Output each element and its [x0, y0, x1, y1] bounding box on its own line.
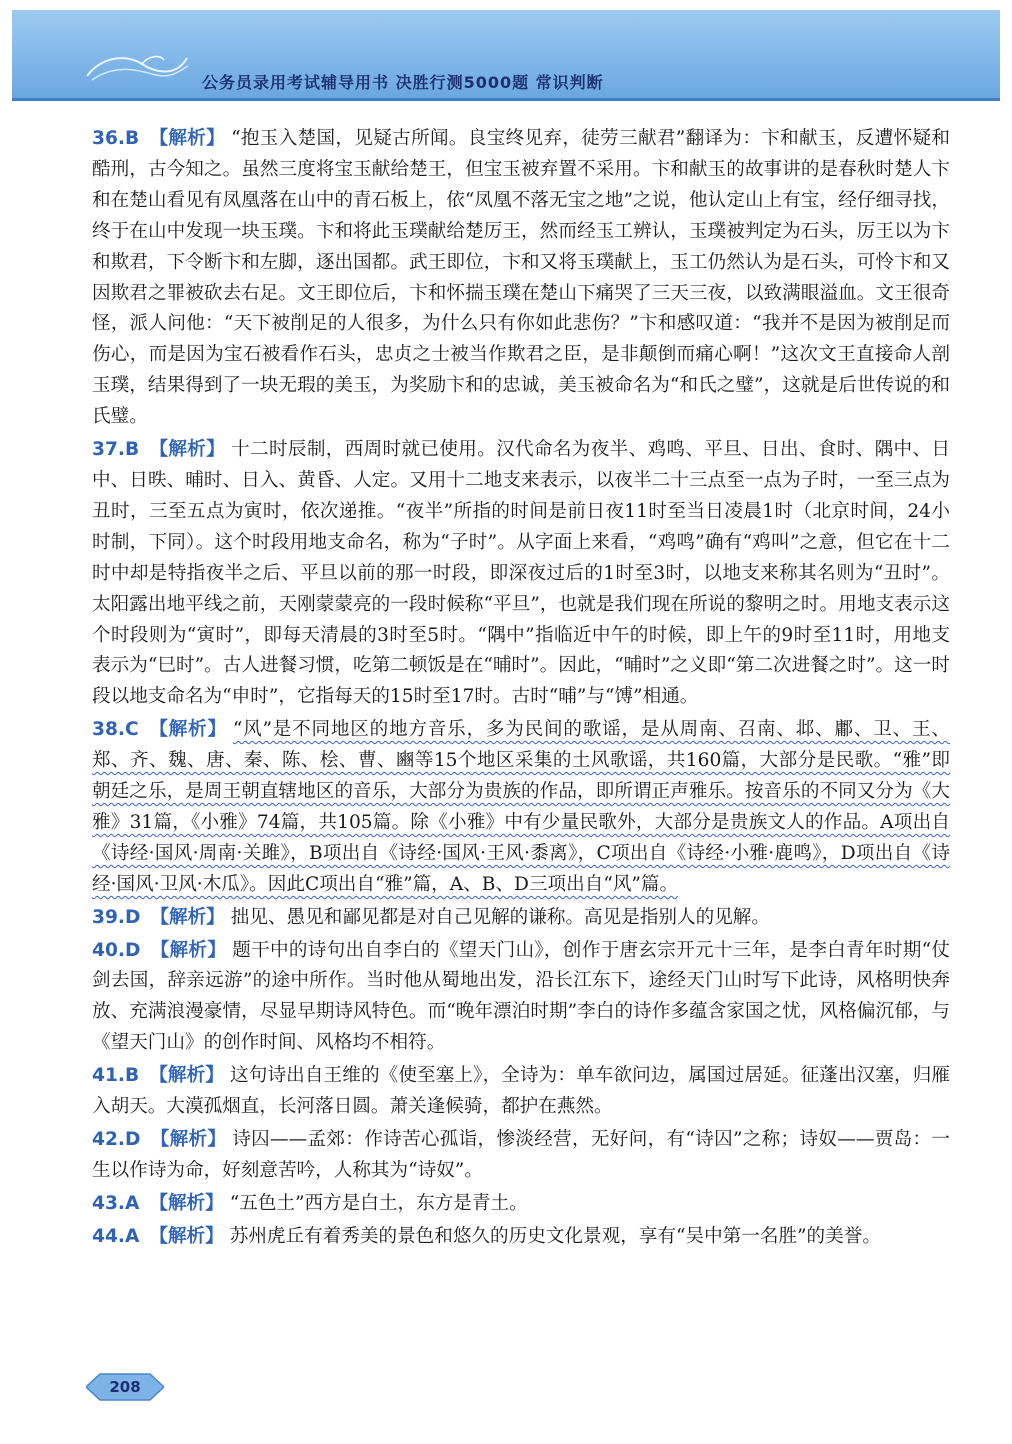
analysis-tag: 【解析】 [150, 1129, 227, 1150]
question-number: 39.D [92, 906, 141, 928]
explanation-text: 这句诗出自王维的《使至塞上》，全诗为：单车欲问边，属国过居延。征蓬出汉塞，归雁入胡天。大漠孤烟直，长河落日圆。萧关逢候骑，都护在燕然。 [92, 1065, 950, 1118]
analysis-tag: 【解析】 [149, 1065, 225, 1087]
explanation-text: 题干中的诗句出自李白的《望天门山》，创作于唐玄宗开元十三年，是李白青年时期“仗剑去国，辞亲远游”的途中所作。当时他从蜀地出发，沿长江东下，途经天门山时写下此诗，风格明快奔放、充满浪漫豪情，尽显早期诗风特色。而“晚年漂泊时期”李白的诗作多蕴含家国之忧，风格偏沉郁，与《望天门山》的创作时间、风格均不相符。 [92, 939, 950, 1054]
question-number: 43.A [92, 1192, 140, 1214]
question-number: 41.B [92, 1065, 140, 1087]
explanation-text: “五色土”西方是白土，东方是青土。 [229, 1192, 528, 1214]
analysis-tag: 【解析】 [150, 906, 225, 928]
entry-41 [92, 1061, 950, 1123]
header-banner [12, 10, 1000, 101]
entry-38 [92, 715, 950, 900]
explanation-text: 苏州虎丘有着秀美的景色和悠久的历史文化景观，享有“吴中第一名胜”的美誉。 [229, 1225, 881, 1247]
book-title: 公务员录用考试辅导用书 决胜行测5000题 常识判断 [202, 73, 604, 92]
page-number-badge [86, 1372, 164, 1402]
page-number: 208 [109, 1378, 141, 1396]
explanation-text: 诗囚——孟郊：作诗苦心孤诣，惨淡经营，无好问，有“诗囚”之称；诗奴——贾岛：一生以作诗为命，好刻意苦吟，人称其为“诗奴”。 [92, 1129, 950, 1181]
analysis-tag: 【解析】 [149, 1225, 224, 1247]
explanation-text: “抱玉入楚国，见疑古所闻。良宝终见弃，徒劳三献君”翻译为：卞和献玉，反遭怀疑和酷刑，古今知之。虽然三度将宝玉献给楚王，但宝玉被弃置不采用。卞和献玉的故事讲的是春秋时楚人卞和在楚山看见有凤凰落在山中的青石板上，依“凤凰不落无宝之地”之说，他认定山上有宝，经仔细寻找，终于在山中发现一块玉璞。卞和将此玉璞献给楚厉王，然而经玉工辨认，玉璞被判定为石头，厉王以为卞和欺君，下令断卞和左脚，逐出国都。武王即位，卞和又将玉璞献上，玉工仍然认为是石头，可怜卞和又因欺君之罪被砍去右足。文王即位后，卞和怀揣玉璞在楚山下痛哭了三天三夜，以致满眼溢血。文王很奇怪，派人问他：“天下被削足的人很多，为什么只有你如此悲伤？”卞和感叹道：“我并不是因为被削足而伤心，而是因为宝石被看作石头，忠贞之士被当作欺君之臣，是非颠倒而痛心啊！”这次文王直接命人剖玉璞，结果得到了一块无瑕的美玉，为奖励卞和的忠诚，美玉被命名为“和氏之璧”，这就是后世传说的和氏璧。 [92, 128, 950, 428]
question-number: 36.B [92, 128, 140, 149]
explanation-text-underlined: “风”是不同地区的地方音乐，多为民间的歌谣，是从周南、召南、邶、鄘、卫、王、郑、齐、魏、唐、秦、陈、桧、曹、豳等15个地区采集的土风歌谣，共160篇，大部分是民歌。“雅”即朝廷之乐，是周王朝直辖地区的音乐，大部分为贵族的作品，即所谓正声雅乐。按音乐的不同又分为《大雅》31篇，《小雅》74篇，共105篇。除《小雅》中有少量民歌外，大部分是贵族文人的作品。A项出自《诗经·国风·周南·关雎》，B项出自《诗经·国风·王风·黍离》，C项出自《诗经·小雅·鹿鸣》，D项出自《诗经·国风·卫风·木瓜》。因此C项出自“雅”篇，A、B、D三项出自“风”篇。 [92, 719, 950, 895]
question-number: 44.A [92, 1225, 140, 1247]
analysis-tag: 【解析】 [149, 128, 226, 149]
entry-44 [92, 1222, 950, 1253]
entry-37 [92, 435, 950, 713]
answer-explanations [92, 124, 950, 1255]
analysis-tag: 【解析】 [150, 939, 227, 961]
entry-43 [92, 1189, 950, 1220]
question-number: 37.B [92, 439, 140, 461]
question-number: 40.D [92, 939, 141, 961]
swirl-decoration-icon [82, 46, 192, 86]
entry-40 [92, 936, 950, 1060]
analysis-tag: 【解析】 [149, 439, 226, 461]
explanation-text: 拙见、愚见和鄙见都是对自己见解的谦称。高见是指别人的见解。 [230, 906, 770, 928]
analysis-tag: 【解析】 [148, 719, 227, 741]
question-number: 42.D [92, 1129, 141, 1150]
entry-36 [92, 124, 950, 433]
explanation-text: 十二时辰制，西周时就已使用。汉代命名为夜半、鸡鸣、平旦、日出、食时、隅中、日中、日昳、晡时、日入、黄昏、人定。又用十二地支来表示，以夜半二十三点至一点为子时，一至三点为丑时，三至五点为寅时，依次递推。“夜半”所指的时间是前日夜11时至当日凌晨1时（北京时间，24小时制，下同）。这个时段用地支命名，称为“子时”。从字面上来看，“鸡鸣”确有“鸡叫”之意，但它在十二时中却是特指夜半之后、平旦以前的那一时段，即深夜过后的1时至3时，以地支来称其名则为“丑时”。太阳露出地平线之前，天刚蒙蒙亮的一段时候称“平旦”，也就是我们现在所说的黎明之时。用地支表示这个时段则为“寅时”，即每天清晨的3时至5时。“隅中”指临近中午的时候，即上午的9时至11时，用地支表示为“巳时”。古人进餐习惯，吃第二顿饭是在“晡时”。因此，“晡时”之义即“第二次进餐之时”。这一时段以地支命名为“申时”，它指每天的15时至17时。古时“晡”与“馎”相通。 [92, 439, 950, 708]
entry-39 [92, 903, 950, 934]
analysis-tag: 【解析】 [149, 1192, 224, 1214]
question-number: 38.C [92, 719, 139, 741]
entry-42 [92, 1125, 950, 1187]
